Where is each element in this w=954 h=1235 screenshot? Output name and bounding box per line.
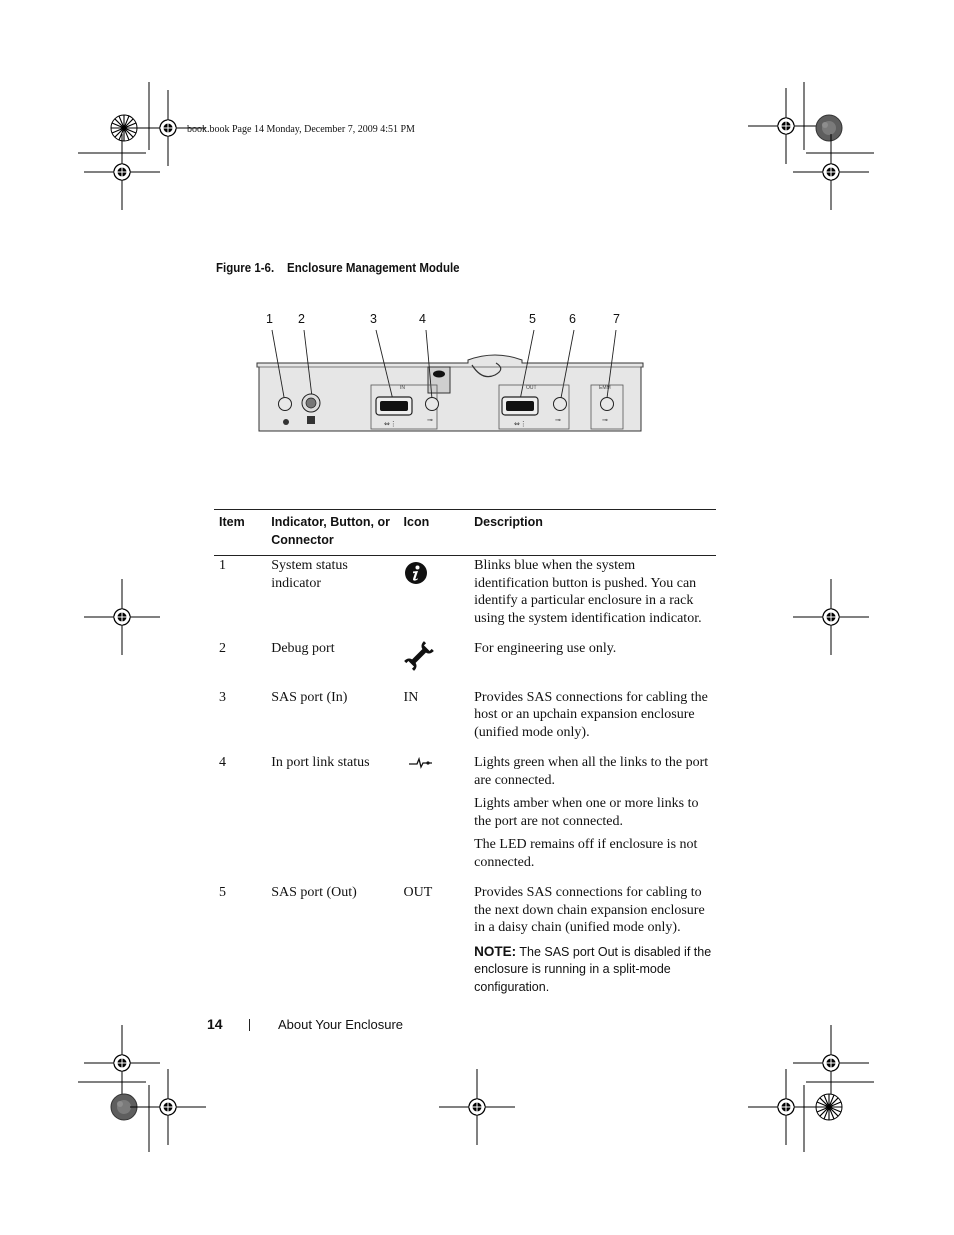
row-indicator: SAS port (Out) xyxy=(271,885,357,900)
table-row xyxy=(214,556,716,640)
callout-4: 4 xyxy=(419,312,426,326)
row-description xyxy=(469,753,716,883)
emm-panel-drawing xyxy=(250,305,650,440)
indicator-table xyxy=(214,509,716,1002)
table-header-row xyxy=(214,510,716,556)
emm-figure xyxy=(250,305,650,440)
figure-label: Figure 1-6. xyxy=(216,261,275,275)
page-number: 14 xyxy=(207,1016,223,1032)
row-indicator: Debug port xyxy=(271,641,335,656)
row-description xyxy=(469,639,716,688)
callout-2: 2 xyxy=(298,312,305,326)
table-row xyxy=(214,688,716,754)
port-label-out: OUT xyxy=(526,385,537,391)
figure-caption: Enclosure Management Module xyxy=(287,261,460,275)
svg-text:⇔⋮: ⇔⋮ xyxy=(384,420,397,428)
row-item: 5 xyxy=(219,885,226,900)
callout-5: 5 xyxy=(529,312,536,326)
row-icon-text: IN xyxy=(403,689,419,705)
print-info: book.book Page 14 Monday, December 7, 2009 4:51 PM xyxy=(187,124,415,135)
row-item: 4 xyxy=(219,755,226,770)
header-icon: Icon xyxy=(399,510,470,556)
note xyxy=(474,943,712,997)
header-item: Item xyxy=(214,510,266,556)
table-row xyxy=(214,883,716,1002)
svg-text:⇔⋮: ⇔⋮ xyxy=(514,420,527,428)
row-icon-text: OUT xyxy=(403,885,433,900)
callout-6: 6 xyxy=(569,312,576,326)
svg-text:⊸: ⊸ xyxy=(555,416,561,424)
table-row xyxy=(214,639,716,688)
row-indicator: In port link status xyxy=(271,755,370,770)
row-description xyxy=(469,556,716,640)
figure-title xyxy=(216,261,460,275)
svg-text:⊸: ⊸ xyxy=(427,416,433,424)
row-indicator: System status indicator xyxy=(271,558,348,591)
row-item: 1 xyxy=(219,558,226,573)
wrench-icon xyxy=(404,640,434,672)
info-icon xyxy=(404,561,428,585)
callout-7: 7 xyxy=(613,312,620,326)
note-label: NOTE: xyxy=(474,943,517,959)
footer-section-title: About Your Enclosure xyxy=(278,1017,404,1032)
link-status-icon xyxy=(408,756,434,770)
header-description: Description xyxy=(469,510,716,556)
row-icon-cell xyxy=(399,639,470,688)
row-item: 3 xyxy=(219,689,226,705)
port-label-emm: EMM xyxy=(599,385,611,391)
description-text: The LED remains off if enclosure is not connected. xyxy=(474,837,698,870)
description-text: Blinks blue when the system identification button is pushed. You can identify a particular enclosure in a rack using the system identification indicator. xyxy=(474,558,702,626)
footer-divider xyxy=(249,1019,250,1031)
port-label-in: IN xyxy=(400,385,405,391)
row-item: 2 xyxy=(219,641,226,656)
row-icon-cell xyxy=(399,753,470,883)
description-text: Provides SAS connections for cabling the host or an upchain expansion enclosure (unified mode only). xyxy=(474,689,708,740)
description-text: For engineering use only. xyxy=(474,641,617,656)
description-text: Provides SAS connections for cabling to the next down chain expansion enclosure in a daisy chain (unified mode only). xyxy=(474,885,705,935)
row-icon-cell xyxy=(399,556,470,640)
table-row xyxy=(214,753,716,883)
callout-1: 1 xyxy=(266,312,273,326)
description-text: Lights amber when one or more links to the port are not connected. xyxy=(474,796,699,829)
callout-3: 3 xyxy=(370,312,377,326)
description-text: Lights green when all the links to the port are connected. xyxy=(474,755,709,788)
row-description xyxy=(469,688,716,754)
row-description xyxy=(469,883,716,1002)
svg-text:⊸: ⊸ xyxy=(602,416,608,424)
row-indicator: SAS port (In) xyxy=(271,689,348,705)
note-text: The SAS port Out is disabled if the enclosure is running in a split-mode configuration. xyxy=(474,944,712,994)
header-indicator: Indicator, Button, or Connector xyxy=(266,510,398,556)
